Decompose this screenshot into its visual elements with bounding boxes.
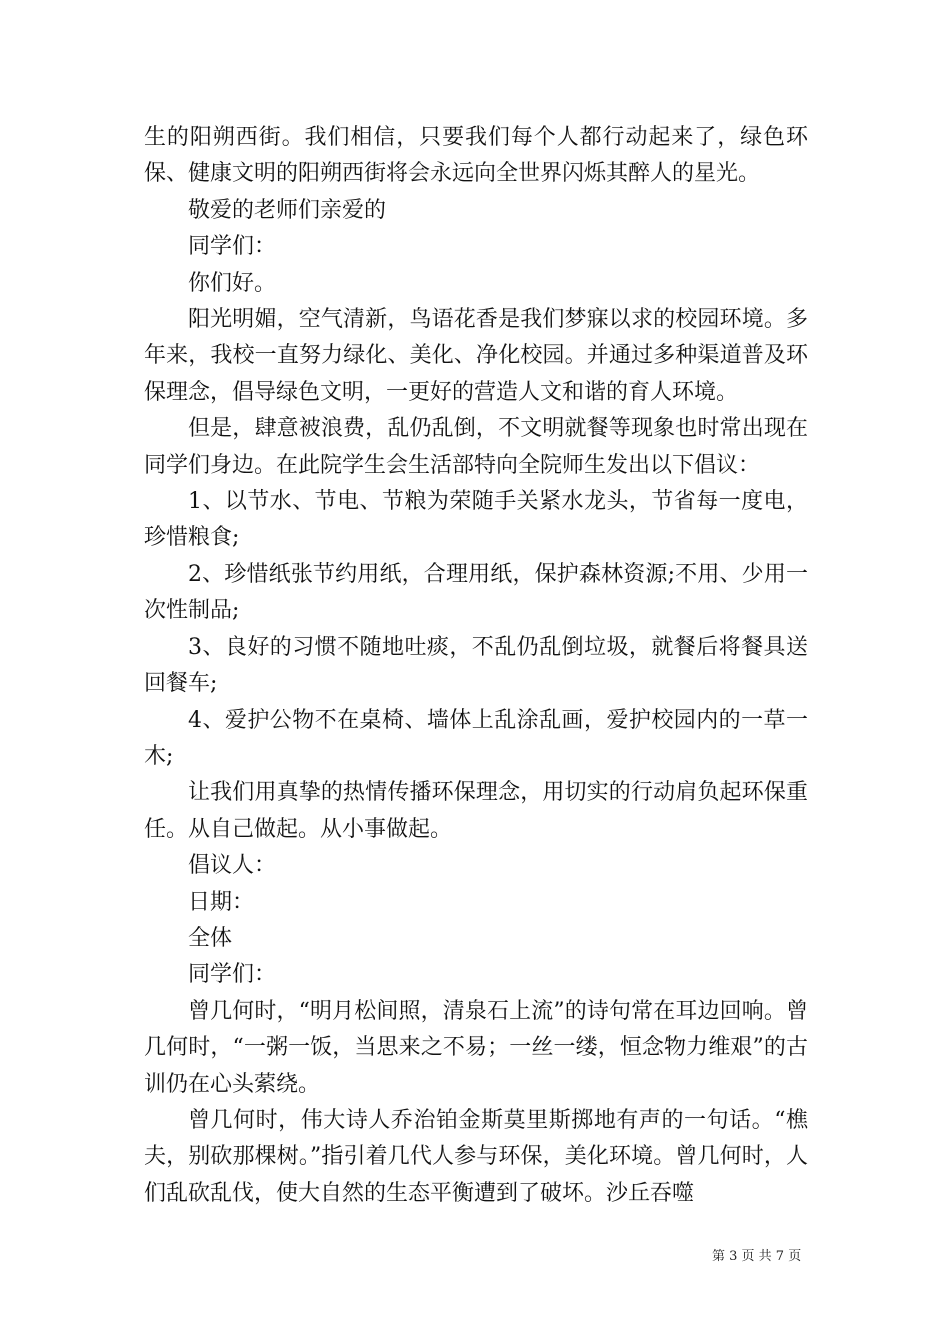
paragraph-17: 曾几何时，伟大诗人乔治铂金斯莫里斯掷地有声的一句话。“樵夫，别砍那棵树。”指引着几代人参与环保，美化环境。曾几何时，人们乱砍乱伐，使大自然的生态平衡遭到了破坏。沙丘吞噬 bbox=[144, 1107, 808, 1206]
paragraph-3: 同学们： bbox=[188, 234, 277, 260]
paragraph-16: 曾几何时，“明月松间照，清泉石上流”的诗句常在耳边回响。曾几何时，“一粥一饭，当思来之不易；一丝一缕，恒念物力维艰”的古训仍在心头萦绕。 bbox=[144, 998, 808, 1097]
paragraph-11: 让我们用真挚的热情传播环保理念，用切实的行动肩负起环保重任。从自己做起。从小事做起。 bbox=[144, 780, 808, 842]
page-number-footer: 第 3 页 共 7 页 bbox=[712, 1249, 802, 1264]
paragraph-7: 1、以节水、节电、节粮为荣随手关紧水龙头，节省每一度电，珍惜粮食; bbox=[144, 489, 808, 551]
paragraph-13: 日期： bbox=[188, 889, 255, 915]
paragraph-5: 阳光明媚，空气清新，鸟语花香是我们梦寐以求的校园环境。多年来，我校一直努力绿化、美化、净化校园。并通过多种渠道普及环保理念，倡导绿色文明，一更好的营造人文和谐的育人环境。 bbox=[144, 307, 808, 405]
paragraph-9: 3、良好的习惯不随地吐痰，不乱仍乱倒垃圾，就餐后将餐具送回餐车; bbox=[144, 634, 808, 697]
paragraph-6: 但是，肆意被浪费，乱仍乱倒，不文明就餐等现象也时常出现在同学们身边。在此院学生会生活部特向全院师生发出以下倡议： bbox=[144, 416, 808, 478]
paragraph-4: 你们好。 bbox=[188, 270, 277, 296]
paragraph-15: 同学们： bbox=[188, 962, 277, 988]
paragraph-1: 生的阳朔西街。我们相信，只要我们每个人都行动起来了，绿色环保、健康文明的阳朔西街将会永远向全世界闪烁其醉人的星光。 bbox=[144, 125, 808, 187]
paragraph-12: 倡议人： bbox=[188, 853, 277, 879]
paragraph-8: 2、珍惜纸张节约用纸，合理用纸，保护森林资源;不用、少用一次性制品; bbox=[144, 561, 808, 624]
document-body bbox=[144, 120, 808, 1212]
paragraph-2: 敬爱的老师们亲爱的 bbox=[188, 197, 387, 223]
paragraph-10: 4、爱护公物不在桌椅、墙体上乱涂乱画，爱护校园内的一草一木; bbox=[144, 707, 808, 769]
paragraph-14: 全体 bbox=[188, 925, 233, 951]
